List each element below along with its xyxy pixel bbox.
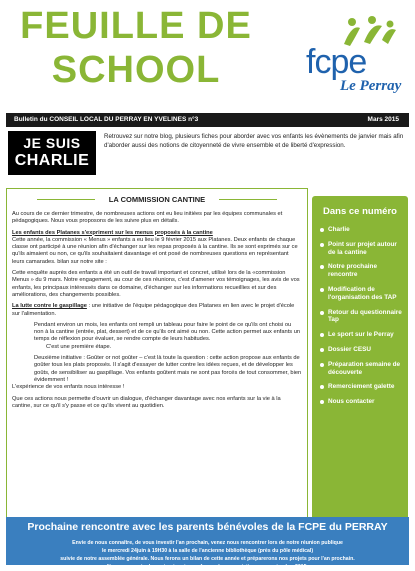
toc-list [320,226,406,413]
paragraph-experience: L'expérience de vos enfants nous intéresse ! [12,384,125,391]
toc-title: Dans ce numéro [323,206,397,217]
fcpe-logo [300,14,405,96]
next-meeting-text [16,539,399,571]
bullet-icon [320,385,324,389]
paragraph-premiere-etape: C'est une première étape. [46,343,112,350]
paragraph-enquete: Cette enquête auprès des enfants a été un outil de travail important et concret, utilisé lors de la «commission Menus » du 9 mars. Notre engagement, au cour de ces réunions, c'est d'amener vos témoignages, les avis de vos enfants, les principaux intéressés dans ce domaine, d'échanger sur les informations recueillies et sur des améliorations, des changements possibles. [12,270,300,298]
toc-item-decouverte[interactable]: Préparation semaine de découverte [320,361,406,377]
bullet-icon [320,228,324,232]
bullet-icon [320,243,324,247]
toc-item-contact[interactable]: Nous contacter [320,398,406,406]
subheading-gaspillage: La lutte contre le gaspillage [12,303,87,310]
commission-cantine-section [6,188,308,522]
subheading-gaspillage-rest: : une initiative de l'équipe pédagogique des Platanes en lien avec le projet d'école sur l'alimentation. [12,303,295,317]
toc-item-cantine[interactable]: Point sur projet autour de la cantine [320,241,406,257]
toc-item-tap[interactable]: Modification de l'organisation des TAP [320,286,406,302]
paragraph-gouter: Deuxième initiative : Goûter or not goûter – c'est là toute la question : cette action propose aux enfants de goûter tous les plats proposés. Il s'agit d'essayer de lutter contre les idées reçues, et de développer les goûts, de sensibiliser au gaspillage. Vos enfants goûtent mais ne sont pas forcés de tout consommer, bien évidemment ! [34,355,302,383]
section-title: LA COMMISSION CANTINE [108,195,206,204]
charlie-intro-text: Retrouvez sur notre blog, plusieurs fiches pour aborder avec vos enfants les évènements de janvier mais afin d'aborder aussi des notions de citoyenneté de vivre ensemble et de liberté d'expression. [104,133,404,149]
paragraph-tableau: Pendant environ un mois, les enfants ont rempli un tableau pour faire le point de ce qu'ils ont choisi ou non à la cantine (entrée, plat, dessert) et de ce qu'ils ont aimé ou non. Cette action permet aux enfants un temps de réflexion pour évaluer, se rendre compte de leurs habitudes. [34,321,301,343]
next-meeting-line-4: Nous serons également présents aux forum des associations en septembre 2015. [107,564,308,570]
next-meeting-line-1: Envie de nous connaître, de vous investir l'an prochain, venez nous rencontrer lors de notre réunion publique [72,540,343,546]
charlie-line-2: CHARLIE [14,152,90,169]
bulletin-date: Mars 2015 [367,116,399,123]
masthead-line-1: FEUILLE DE [20,5,252,47]
next-meeting-title: Prochaine rencontre avec les parents bénévoles de la FCPE du PERRAY [27,521,388,533]
je-suis-charlie-banner [8,131,96,175]
toc-item-rencontre[interactable]: Notre prochaine rencontre [320,263,406,279]
bullet-icon [320,333,324,337]
bullet-icon [320,311,324,315]
bulletin-bar [6,113,409,127]
table-of-contents [312,196,408,524]
paragraph-intro: Au cours de ce dernier trimestre, de nombreuses actions ont eu lieu initiées par les équipes communales et pédagogiques. Nous vous proposons de les suivre plus en détails. [12,211,283,225]
charlie-line-1: JE SUIS [23,135,81,151]
masthead-line-2: SCHOOL [51,49,221,91]
bullet-icon [320,363,324,367]
paragraph-dialogue: Que ces actions nous permette d'ouvrir un dialogue, d'échanger davantage avec nos enfants sur la vie à la cantine, sur ce qu'il s'y passe et ce qu'ils vivent au quotidien. [12,395,281,409]
next-meeting-line-3: suivie de notre assemblée générale. Nous ferons un bilan de cette année et préparerons nos projets pour l'an prochain. [60,556,355,562]
bullet-icon [320,348,324,352]
subheading-platanes: Les enfants des Platanes s'expriment sur les menus proposés à la cantine [12,229,213,236]
next-meeting-banner [6,517,409,570]
bullet-icon [320,265,324,269]
toc-item-galette[interactable]: Remerciement galette [320,383,406,391]
bulletin-title: Bulletin du CONSEIL LOCAL DU PERRAY EN YVELINES n°3 [14,116,199,123]
toc-item-charlie[interactable]: Charlie [320,226,406,234]
bullet-icon [320,288,324,292]
logo-city: Le Perray [340,78,402,94]
toc-item-cesu[interactable]: Dossier CESU [320,346,406,354]
title-rule-right [219,199,277,200]
next-meeting-line-2: le mercredi 24juin à 19H30 à la salle de l'ancienne bibliothèque (près du pôle médical) [101,548,314,554]
bullet-icon [320,400,324,404]
masthead [6,4,266,108]
toc-item-questionnaire[interactable]: Retour du questionnaire Tap [320,309,406,325]
section-body [12,211,302,414]
toc-item-sport[interactable]: Le sport sur le Perray [320,331,406,339]
logo-brand: fcpe [306,43,367,81]
paragraph-commission: Cette année, la commission « Menus » enfants a eu lieu le 9 février 2015 aux Platanes. Deux enfants de chaque classe ont participé à une réunion afin d'échanger sur les repas proposés à la cantine. Ils se sont exprimés sur ce qu'ils aimaient ou non, ce qu'ils souhaitaient davantage et ont posé de nombreuses questions en représentant leurs camarades. bilan sur notre site : [12,236,298,265]
